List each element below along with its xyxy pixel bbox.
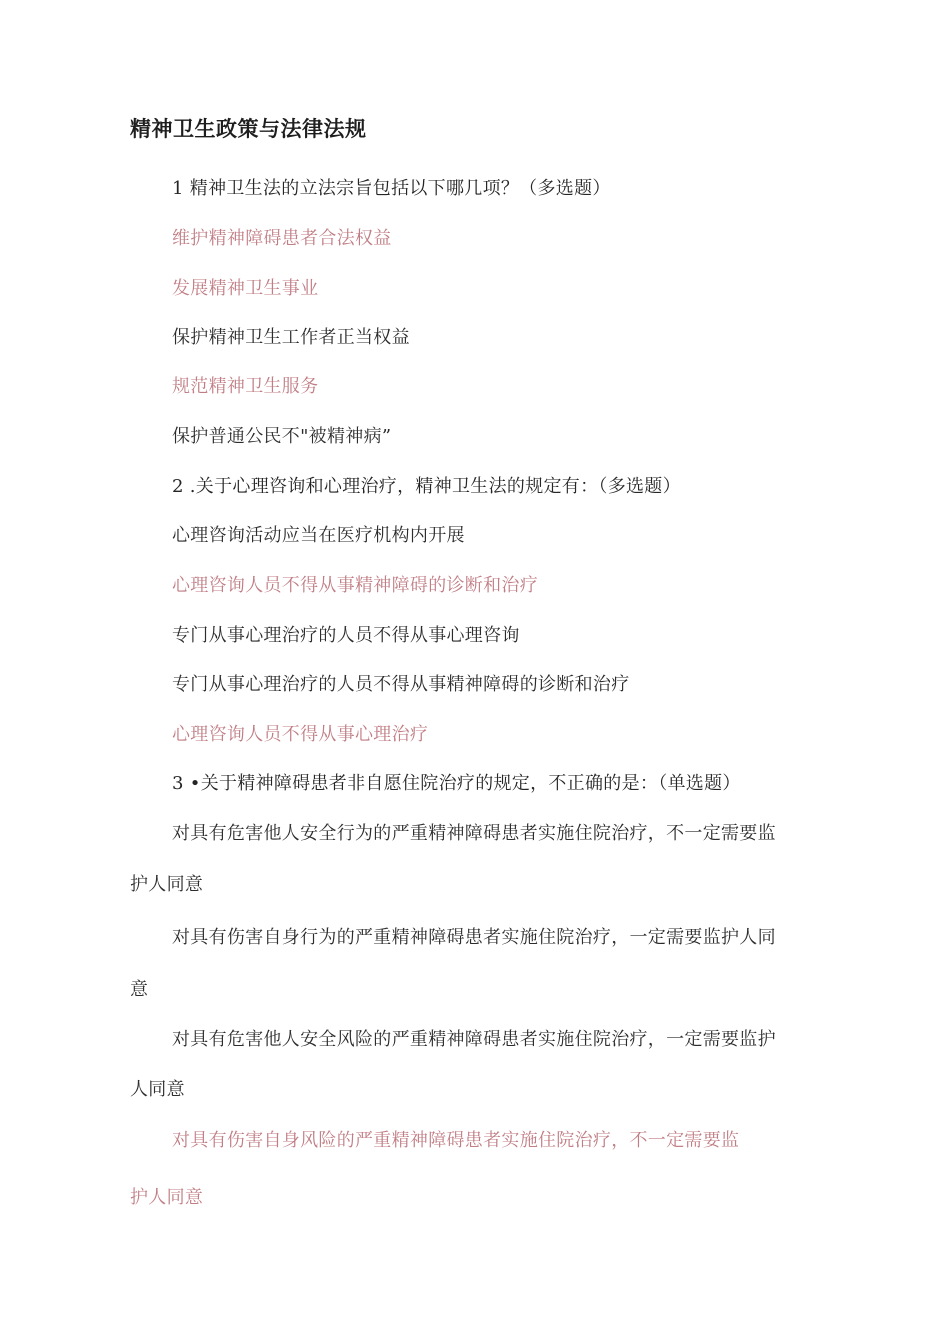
question-3-option-4-line-2: 护人同意: [130, 1187, 204, 1208]
question-3-option-2-line-1: 对具有伤害自身行为的严重精神障碍患者实施住院治疗，一定需要监护人同: [172, 927, 776, 948]
question-1-option-3: 保护精神卫生工作者正当权益: [172, 327, 410, 348]
question-1-option-2: 发展精神卫生事业: [172, 278, 319, 299]
question-3-option-4-line-1: 对具有伤害自身风险的严重精神障碍患者实施住院治疗，不一定需要监: [172, 1130, 740, 1151]
question-3-option-1-line-2: 护人同意: [130, 874, 204, 895]
question-2-stem: 2 .关于心理咨询和心理治疗，精神卫生法的规定有：（多选题）: [172, 476, 681, 497]
question-1-option-5: 保护普通公民不"被精神病”: [172, 426, 392, 447]
question-2-option-1: 心理咨询活动应当在医疗机构内开展: [172, 525, 465, 546]
question-2-option-4: 专门从事心理治疗的人员不得从事精神障碍的诊断和治疗: [172, 674, 630, 695]
question-2-option-3: 专门从事心理治疗的人员不得从事心理咨询: [172, 625, 520, 646]
question-3-option-3-line-1: 对具有危害他人安全风险的严重精神障碍患者实施住院治疗，一定需要监护: [172, 1029, 776, 1050]
question-1-option-1: 维护精神障碍患者合法权益: [172, 228, 392, 249]
question-3-stem: 3 •关于精神障碍患者非自愿住院治疗的规定，不正确的是：（单选题）: [172, 773, 741, 794]
question-3-option-2-line-2: 意: [130, 979, 149, 1000]
question-2-option-2: 心理咨询人员不得从事精神障碍的诊断和治疗: [172, 575, 538, 596]
question-3-option-3-line-2: 人同意: [130, 1079, 185, 1100]
document-title: 精神卫生政策与法律法规: [130, 117, 367, 141]
question-3-option-1-line-1: 对具有危害他人安全行为的严重精神障碍患者实施住院治疗，不一定需要监: [172, 823, 776, 844]
question-1-option-4: 规范精神卫生服务: [172, 376, 319, 397]
question-2-option-5: 心理咨询人员不得从事心理治疗: [172, 724, 429, 745]
question-1-stem: 1 精神卫生法的立法宗旨包括以下哪几项？（多选题）: [172, 178, 611, 199]
